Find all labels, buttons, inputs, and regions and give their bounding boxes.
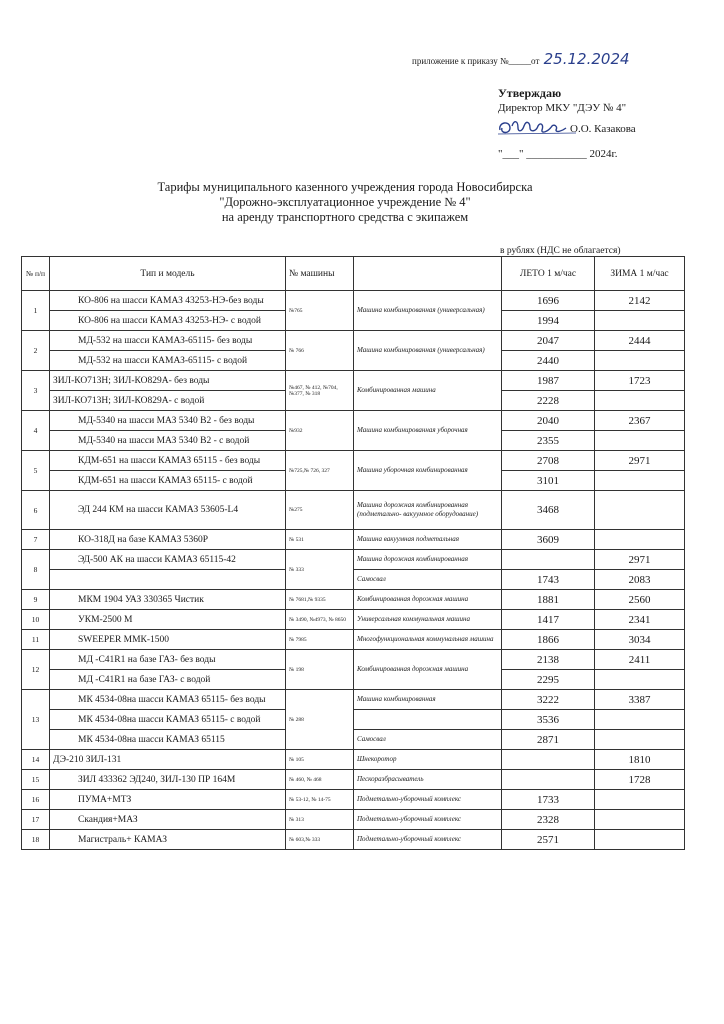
tariff-table <box>21 256 685 850</box>
machine-type-cell: Подметально-уборочный комплекс <box>354 830 502 850</box>
winter-rate-cell <box>595 670 685 690</box>
model-cell: ЭД-500 АК на шасси КАМАЗ 65115-42 <box>50 550 286 570</box>
winter-rate-cell <box>595 710 685 730</box>
table-row <box>22 590 685 610</box>
machine-number-cell: № 531 <box>286 530 354 550</box>
winter-rate-cell <box>595 491 685 530</box>
machine-type-cell: Шнекоротор <box>354 750 502 770</box>
model-cell: МД-5340 на шасси МАЗ 5340 В2 - без воды <box>50 411 286 431</box>
machine-number-cell: №467, № 412, №704, №377, № 318 <box>286 371 354 411</box>
table-row <box>22 331 685 351</box>
summer-rate-cell: 2228 <box>502 391 595 411</box>
table-row <box>22 750 685 770</box>
summer-rate-cell: 1994 <box>502 311 595 331</box>
title-line-1: Тарифы муниципального казенного учреждения города Новосибирска <box>157 180 533 194</box>
winter-rate-cell: 2367 <box>595 411 685 431</box>
summer-rate-cell <box>502 750 595 770</box>
machine-type-cell: Многофункциональная коммунальная машина <box>354 630 502 650</box>
row-number: 18 <box>22 830 50 850</box>
machine-number-cell: № 603,№ 333 <box>286 830 354 850</box>
table-row <box>22 291 685 311</box>
winter-rate-cell <box>595 391 685 411</box>
row-number: 12 <box>22 650 50 690</box>
machine-number-cell: №765 <box>286 291 354 331</box>
machine-type-cell: Самосвал <box>354 570 502 590</box>
model-cell: МК 4534-08на шасси КАМАЗ 65115- без воды <box>50 690 286 710</box>
model-cell: КО-318Д на базе КАМАЗ 5360Р <box>50 530 286 550</box>
row-number: 4 <box>22 411 50 451</box>
machine-number-cell: № 7681,№ 9335 <box>286 590 354 610</box>
table-row <box>22 710 685 730</box>
header-machine: № машины <box>286 257 354 291</box>
model-cell: МД -С41R1 на базе ГАЗ- с водой <box>50 670 286 690</box>
model-cell: КО-806 на шасси КАМАЗ 43253-НЭ-без воды <box>50 291 286 311</box>
winter-rate-cell <box>595 830 685 850</box>
machine-type-cell: Подметально-уборочный комплекс <box>354 790 502 810</box>
summer-rate-cell: 3222 <box>502 690 595 710</box>
summer-rate-cell: 1881 <box>502 590 595 610</box>
summer-rate-cell: 2708 <box>502 451 595 471</box>
header-num: № п/п <box>22 257 50 291</box>
table-row <box>22 550 685 570</box>
table-row <box>22 451 685 471</box>
model-cell: МД-532 на шасси КАМАЗ-65115- с водой <box>50 351 286 371</box>
header-type <box>354 257 502 291</box>
row-number: 1 <box>22 291 50 331</box>
summer-rate-cell: 1417 <box>502 610 595 630</box>
approve-date: "___" ___________ 2024г. <box>498 148 618 160</box>
header-model: Тип и модель <box>50 257 286 291</box>
table-row <box>22 411 685 431</box>
table-header-row <box>22 257 685 291</box>
summer-rate-cell: 1743 <box>502 570 595 590</box>
summer-rate-cell: 3468 <box>502 491 595 530</box>
document-title <box>130 180 560 225</box>
row-number: 3 <box>22 371 50 411</box>
table-row <box>22 371 685 391</box>
summer-rate-cell: 1866 <box>502 630 595 650</box>
row-number: 5 <box>22 451 50 491</box>
winter-rate-cell <box>595 810 685 830</box>
model-cell: УКМ-2500 М <box>50 610 286 630</box>
order-reference <box>412 50 630 68</box>
machine-type-cell: Комбинированная дорожная машина <box>354 590 502 610</box>
winter-rate-cell <box>595 431 685 451</box>
machine-type-cell: Машина вакуумная подметальная <box>354 530 502 550</box>
winter-rate-cell: 1723 <box>595 371 685 391</box>
row-number: 13 <box>22 690 50 750</box>
summer-rate-cell <box>502 770 595 790</box>
machine-type-cell: Пескоразбрасыватель <box>354 770 502 790</box>
model-cell: ЗИЛ-КО713Н; ЗИЛ-КО829А- с водой <box>50 391 286 411</box>
summer-rate-cell: 3101 <box>502 471 595 491</box>
machine-type-cell: Машина дорожная комбинированная (подметально- вакуумное оборудование) <box>354 491 502 530</box>
row-number: 8 <box>22 550 50 590</box>
table-row <box>22 810 685 830</box>
machine-type-cell: Машина уборочная комбинированная <box>354 451 502 491</box>
model-cell: ЗИЛ-КО713Н; ЗИЛ-КО829А- без воды <box>50 371 286 391</box>
row-number: 10 <box>22 610 50 630</box>
machine-number-cell: № 7985 <box>286 630 354 650</box>
model-cell: ЗИЛ 433362 ЭД240, ЗИЛ-130 ПР 164М <box>50 770 286 790</box>
table-row <box>22 570 685 590</box>
winter-rate-cell: 2341 <box>595 610 685 630</box>
machine-type-cell: Машина дорожная комбинированная <box>354 550 502 570</box>
winter-rate-cell: 2971 <box>595 451 685 471</box>
row-number: 7 <box>22 530 50 550</box>
summer-rate-cell: 2328 <box>502 810 595 830</box>
summer-rate-cell: 2040 <box>502 411 595 431</box>
table-row <box>22 491 685 530</box>
winter-rate-cell: 2444 <box>595 331 685 351</box>
table-row <box>22 650 685 670</box>
title-line-2: "Дорожно-эксплуатационное учреждение № 4" <box>219 195 471 209</box>
table-row <box>22 790 685 810</box>
model-cell: КДМ-651 на шасси КАМАЗ 65115- с водой <box>50 471 286 491</box>
summer-rate-cell: 1987 <box>502 371 595 391</box>
winter-rate-cell: 2083 <box>595 570 685 590</box>
model-cell: КО-806 на шасси КАМАЗ 43253-НЭ- с водой <box>50 311 286 331</box>
table-row <box>22 770 685 790</box>
table-row <box>22 730 685 750</box>
table-body <box>22 291 685 850</box>
model-cell: МКМ 1904 УАЗ 330365 Чистик <box>50 590 286 610</box>
summer-rate-cell <box>502 550 595 570</box>
order-date-handwritten: 25.12.2024 <box>543 50 630 68</box>
summer-rate-cell: 3609 <box>502 530 595 550</box>
currency-note: в рублях (НДС не облагается) <box>500 246 621 256</box>
summer-rate-cell: 2571 <box>502 830 595 850</box>
machine-number-cell: №725,№ 726, 327 <box>286 451 354 491</box>
machine-type-cell: Машина комбинированная (универсальная) <box>354 291 502 331</box>
winter-rate-cell: 2560 <box>595 590 685 610</box>
row-number: 2 <box>22 331 50 371</box>
winter-rate-cell: 1728 <box>595 770 685 790</box>
header-summer: ЛЕТО 1 м/час <box>502 257 595 291</box>
row-number: 17 <box>22 810 50 830</box>
summer-rate-cell: 2047 <box>502 331 595 351</box>
model-cell: КДМ-651 на шасси КАМАЗ 65115 - без воды <box>50 451 286 471</box>
model-cell: ДЭ-210 ЗИЛ-131 <box>50 750 286 770</box>
model-cell: ПУМА+МТЗ <box>50 790 286 810</box>
summer-rate-cell: 2440 <box>502 351 595 371</box>
winter-rate-cell <box>595 790 685 810</box>
machine-number-cell: № 288 <box>286 690 354 750</box>
table-row <box>22 530 685 550</box>
machine-type-cell: Комбинированная машина <box>354 371 502 411</box>
machine-type-cell <box>354 710 502 730</box>
model-cell: МД -С41R1 на базе ГАЗ- без воды <box>50 650 286 670</box>
table-row <box>22 610 685 630</box>
machine-type-cell: Универсальная коммунальная машина <box>354 610 502 630</box>
machine-number-cell: № 333 <box>286 550 354 590</box>
machine-number-cell: № 53-12, № 14-75 <box>286 790 354 810</box>
summer-rate-cell: 2295 <box>502 670 595 690</box>
winter-rate-cell <box>595 351 685 371</box>
summer-rate-cell: 2138 <box>502 650 595 670</box>
model-cell: МК 4534-08на шасси КАМАЗ 65115 <box>50 730 286 750</box>
model-cell <box>50 570 286 590</box>
winter-rate-cell: 3387 <box>595 690 685 710</box>
approve-position: Директор МКУ "ДЭУ № 4" <box>498 102 627 114</box>
machine-number-cell: № 3490, №4973, № 8650 <box>286 610 354 630</box>
machine-number-cell: № 460, № 468 <box>286 770 354 790</box>
machine-type-cell: Машина комбинированная <box>354 690 502 710</box>
order-prefix: приложение к приказу №_____от <box>412 56 540 66</box>
winter-rate-cell <box>595 311 685 331</box>
header-winter: ЗИМА 1 м/час <box>595 257 685 291</box>
table-row <box>22 630 685 650</box>
winter-rate-cell: 2971 <box>595 550 685 570</box>
summer-rate-cell: 2355 <box>502 431 595 451</box>
model-cell: SWEEPER ММК-1500 <box>50 630 286 650</box>
machine-type-cell: Комбинированная дорожная машина <box>354 650 502 690</box>
machine-number-cell: №932 <box>286 411 354 451</box>
table-row <box>22 690 685 710</box>
row-number: 11 <box>22 630 50 650</box>
winter-rate-cell: 1810 <box>595 750 685 770</box>
machine-type-cell: Машина комбинированная уборочная <box>354 411 502 451</box>
machine-number-cell: № 313 <box>286 810 354 830</box>
machine-number-cell: № 198 <box>286 650 354 690</box>
title-line-3: на аренду транспортного средства с экипажем <box>221 210 469 224</box>
machine-number-cell: № 105 <box>286 750 354 770</box>
row-number: 14 <box>22 750 50 770</box>
machine-type-cell: Машина комбинированная (универсальная) <box>354 331 502 371</box>
winter-rate-cell: 2411 <box>595 650 685 670</box>
model-cell: ЭД 244 КМ на шасси КАМАЗ 53605-L4 <box>50 491 286 530</box>
summer-rate-cell: 3536 <box>502 710 595 730</box>
row-number: 16 <box>22 790 50 810</box>
table-row <box>22 830 685 850</box>
machine-number-cell: №275 <box>286 491 354 530</box>
approve-title: Утверждаю <box>498 86 562 100</box>
model-cell: Магистраль+ КАМАЗ <box>50 830 286 850</box>
winter-rate-cell <box>595 471 685 491</box>
winter-rate-cell <box>595 530 685 550</box>
model-cell: МК 4534-08на шасси КАМАЗ 65115- с водой <box>50 710 286 730</box>
model-cell: МД-532 на шасси КАМАЗ-65115- без воды <box>50 331 286 351</box>
machine-number-cell: № 766 <box>286 331 354 371</box>
winter-rate-cell: 2142 <box>595 291 685 311</box>
row-number: 9 <box>22 590 50 610</box>
approve-name: О.О. Казакова <box>570 123 636 135</box>
summer-rate-cell: 1696 <box>502 291 595 311</box>
machine-type-cell: Самосвал <box>354 730 502 750</box>
winter-rate-cell <box>595 730 685 750</box>
signature-row <box>496 116 696 138</box>
row-number: 6 <box>22 491 50 530</box>
model-cell: МД-5340 на шасси МАЗ 5340 В2 - с водой <box>50 431 286 451</box>
summer-rate-cell: 1733 <box>502 790 595 810</box>
machine-type-cell: Подметально-уборочный комплекс <box>354 810 502 830</box>
model-cell: Скандия+МАЗ <box>50 810 286 830</box>
winter-rate-cell: 3034 <box>595 630 685 650</box>
row-number: 15 <box>22 770 50 790</box>
summer-rate-cell: 2871 <box>502 730 595 750</box>
